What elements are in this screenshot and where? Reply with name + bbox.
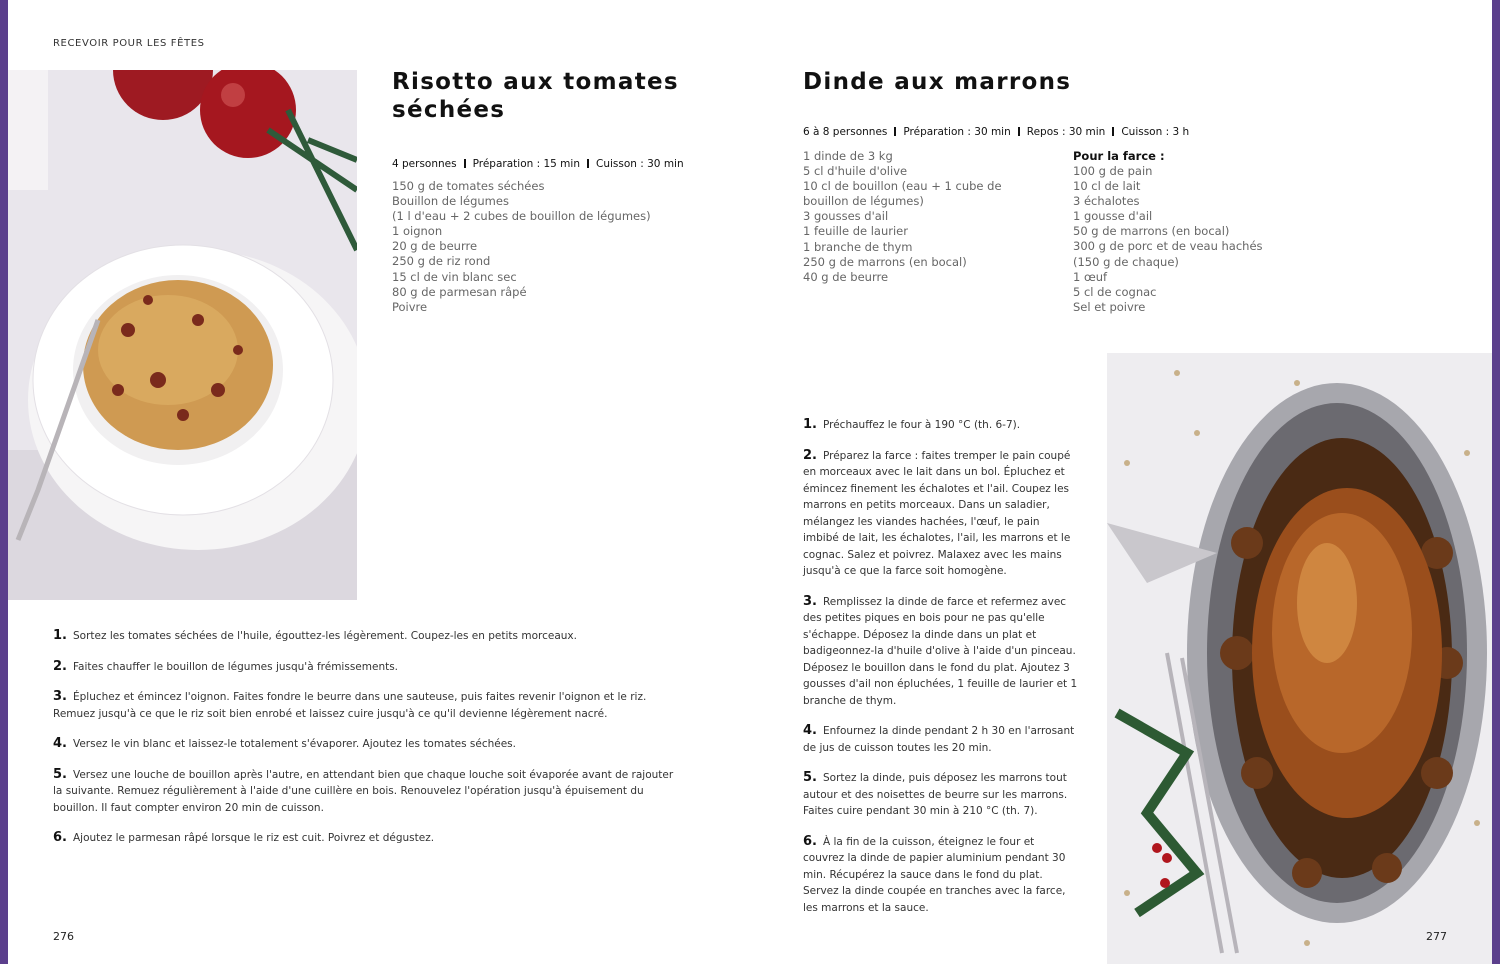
ingredient-item: Poivre [392,299,428,314]
step-text: À la fin de la cuisson, éteignez le four et couvrez la dinde de papier aluminium pendant 30 min. Récupérez la sauce dans le fond du plat. Servez la dinde coupée en tranches avec la farce, les marrons et la sauce. [803,835,1066,914]
servings: 4 personnes [392,158,457,170]
step-item [803,448,1078,580]
rest-time: Repos : 30 min [1026,126,1106,138]
step-item [53,830,683,847]
left-page-edge [0,0,8,964]
ingredient-item: 250 g de riz rond [392,254,491,269]
risotto-steps [53,628,683,861]
meta-separator [1018,127,1020,136]
meta-separator [464,159,466,168]
step-text: Ajoutez le parmesan râpé lorsque le riz est cuit. Poivrez et dégustez. [72,832,435,844]
dinde-title: Dinde aux marrons [803,69,1072,95]
servings: 6 à 8 personnes [803,126,888,138]
ingredient-item: 1 gousse d'ail [1073,209,1153,224]
step-number: 6. [803,833,817,849]
meta-separator [894,127,896,136]
ingredient-item: 3 gousses d'ail [803,209,889,224]
step-number: 2. [53,658,67,674]
step-text: Versez le vin blanc et laissez-le totalement s'évaporer. Ajoutez les tomates séchées. [72,738,516,750]
step-number: 1. [53,628,67,643]
ingredient-item: 15 cl de vin blanc sec [392,269,517,284]
risotto-meta [392,158,684,170]
step-number: 3. [803,593,817,609]
dinde-ingredients [803,149,1043,285]
step-number: 2. [803,447,817,463]
ingredient-item: 50 g de marrons (en bocal) [1073,224,1230,239]
dinde-photo [1107,353,1492,964]
ingredient-item: 1 oignon [392,224,443,239]
step-text: Épluchez et émincez l'oignon. Faites fondre le beurre dans une sauteuse, puis faites revenir l'oignon et le riz. Remuez jusqu'à ce que le riz soit bien enrobé et laissez cuire jusqu'à ce qu'il devienne légèrement nacré. [53,691,647,720]
step-item [53,628,683,645]
ingredient-item: 10 cl de lait [1073,179,1141,194]
cook-time: Cuisson : 3 h [1121,126,1190,138]
prep-time: Préparation : 15 min [472,158,580,170]
step-text: Faites chauffer le bouillon de légumes jusqu'à frémissements. [72,660,399,673]
step-item [803,723,1078,756]
stuffing-ingredients [1073,164,1273,315]
cook-time: Cuisson : 30 min [595,158,684,170]
ingredient-item: 20 g de beurre [392,239,478,254]
page-number-left: 276 [53,930,74,943]
step-item [803,417,1078,434]
meta-separator [587,159,589,168]
ingredient-item: 40 g de beurre [803,269,889,284]
step-item [53,689,683,722]
ingredient-item: Sel et poivre [1073,299,1146,314]
ingredient-item: 5 cl d'huile d'olive [803,164,908,179]
ingredient-item: 5 cl de cognac [1073,284,1157,299]
ingredient-item: 1 dinde de 3 kg [803,149,893,163]
meta-separator [1112,127,1114,136]
step-number: 4. [803,723,817,738]
step-item [53,736,683,753]
risotto-ingredients [392,179,652,315]
step-text: Préparez la farce : faites tremper le pain coupé en morceaux avec le lait dans un bol. Épluchez et émincez finement les échalotes et l'ail. Coupez les marrons en petits morceaux. Dans un saladier, mélangez les viandes hachées, l'œuf, le pain imbibé de lait, les échalotes, l'ail, les marrons et le cognac. Salez et poivrez. Malaxez avec les mains jusqu'à ce que la farce soit homogène. [803,449,1071,577]
ingredient-item: 300 g de porc et de veau hachés [1073,239,1263,254]
step-text: Remplissez la dinde de farce et refermez avec des petites piques en bois pour ne pas qu'elle s'échappe. Déposez la dinde dans un plat et badigeonnez-la d'huile d'olive à l'aide d'un pinceau. Déposez le bouillon dans le fond du plat. Ajoutez 3 gousses d'ail non épluchées, 1 feuille de laurier et 1 branche de thym. [803,595,1078,707]
risotto-photo [8,70,357,600]
step-number: 5. [53,766,67,782]
ingredient-item: 1 feuille de laurier [803,224,908,239]
step-text: Préchauffez le four à 190 °C (th. 6-7). [822,419,1021,431]
ingredient-item: 3 échalotes [1073,194,1140,209]
ingredient-item: 150 g de tomates séchées [392,179,545,193]
ingredient-item: 10 cl de bouillon (eau + 1 cube de bouillon de légumes) [803,179,1002,209]
step-item [53,659,683,676]
step-item [803,594,1078,710]
step-number: 5. [803,770,817,785]
ingredient-item: 1 œuf [1073,269,1108,284]
step-text: Enfournez la dinde pendant 2 h 30 en l'arrosant de jus de cuisson toutes les 20 min. [803,725,1075,754]
step-item [53,767,683,817]
running-head: RECEVOIR POUR LES FÊTES [53,38,205,49]
step-number: 4. [53,736,67,751]
stuffing-heading: Pour la farce : [1073,149,1165,163]
step-item [803,770,1078,820]
ingredient-item: (1 l d'eau + 2 cubes de bouillon de légumes) [392,209,651,224]
ingredient-item: 250 g de marrons (en bocal) [803,254,967,269]
ingredient-item: 100 g de pain [1073,164,1153,178]
page-number-right: 277 [1426,930,1447,943]
step-text: Sortez la dinde, puis déposez les marrons tout autour et des noisettes de beurre sur les marrons. Faites cuire pendant 30 min à 210 °C (th. 7). [803,772,1068,817]
ingredient-item: (150 g de chaque) [1073,254,1179,269]
dinde-steps [803,417,1078,930]
step-item [803,834,1078,917]
prep-time: Préparation : 30 min [903,126,1011,138]
step-number: 6. [53,830,67,845]
step-number: 1. [803,417,817,432]
step-number: 3. [53,689,67,704]
dinde-meta [803,126,1189,138]
risotto-title: Risotto aux tomates séchées [392,69,679,123]
right-page-edge [1492,0,1500,964]
ingredient-item: 80 g de parmesan râpé [392,284,527,299]
ingredient-item: Bouillon de légumes [392,194,509,209]
ingredient-item: 1 branche de thym [803,239,913,254]
step-text: Sortez les tomates séchées de l'huile, égouttez-les légèrement. Coupez-les en petits morceaux. [72,630,577,642]
step-text: Versez une louche de bouillon après l'autre, en attendant bien que chaque louche soit évaporée avant de rajouter la suivante. Remuez régulièrement à l'aide d'une cuillère en bois. Renouvelez l'opération jusqu'à épuisement du bouillon. Il faut compter environ 20 min de cuisson. [53,768,674,814]
